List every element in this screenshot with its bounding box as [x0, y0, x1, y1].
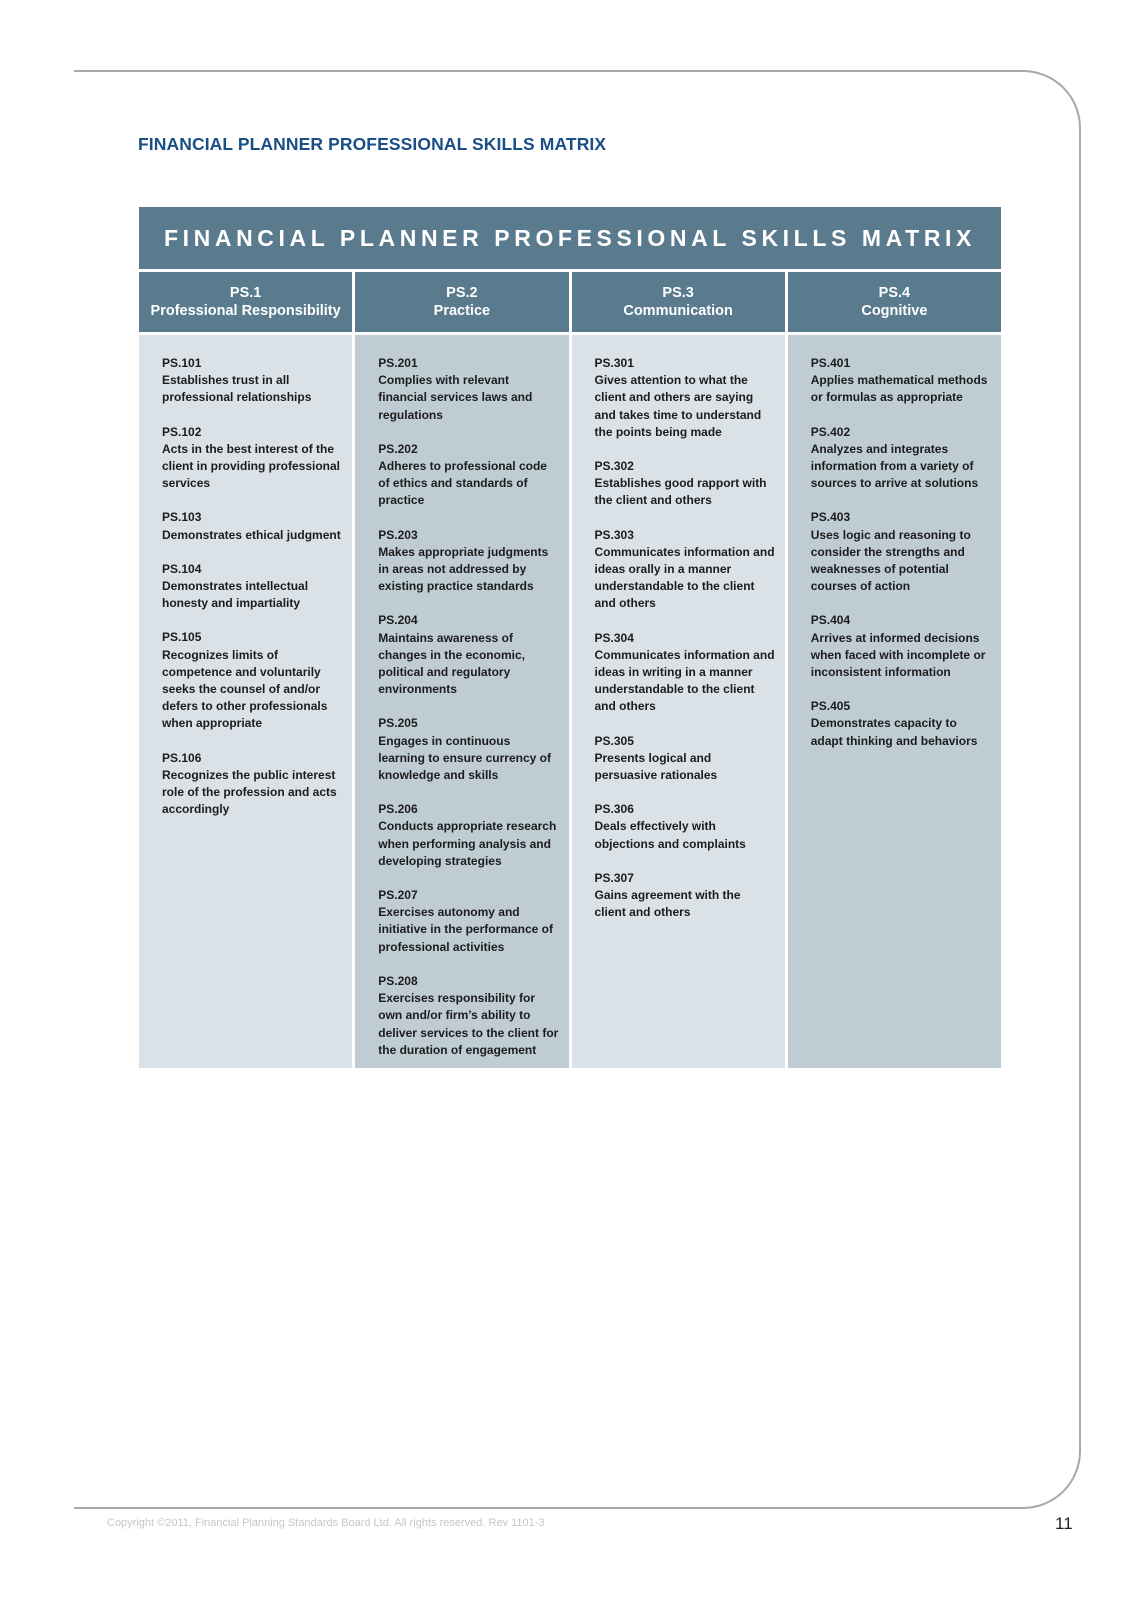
- skill-code: PS.402: [810, 424, 851, 439]
- skill-item: [162, 424, 342, 493]
- skill-item: [595, 355, 775, 441]
- column-header-ps4: [788, 272, 1001, 332]
- page-heading: FINANCIAL PLANNER PROFESSIONAL SKILLS MATRIX: [138, 134, 607, 154]
- skill-description: Recognizes limits of competence and voluntarily seeks the counsel of and/or defers to other professionals when appropriate: [162, 647, 328, 731]
- skill-code: PS.206: [378, 802, 418, 817]
- column-name: Professional Responsibility: [150, 303, 341, 319]
- skill-code: PS.304: [594, 630, 634, 645]
- skill-item: [378, 887, 558, 956]
- skill-code: PS.106: [162, 750, 202, 765]
- column-header-ps2: [355, 272, 568, 332]
- skill-item: [378, 715, 558, 784]
- column-code: PS.4: [878, 285, 911, 301]
- skill-code: PS.301: [594, 356, 634, 370]
- skill-item: [811, 612, 991, 681]
- skill-code: PS.203: [378, 527, 418, 542]
- skill-item: [378, 441, 558, 510]
- skill-code: PS.102: [162, 424, 202, 439]
- skill-description: Acts in the best interest of the client in providing professional services: [162, 441, 341, 491]
- skill-description: Uses logic and reasoning to consider the strengths and weaknesses of potential courses of action: [810, 527, 971, 594]
- skill-item: [811, 424, 991, 493]
- skill-item: [162, 509, 342, 543]
- skill-item: [378, 973, 558, 1059]
- matrix-column-bodies: [139, 335, 1001, 1068]
- column-header-ps3: [572, 272, 785, 332]
- skill-description: Presents logical and persuasive rationales: [594, 750, 718, 783]
- skill-code: PS.204: [378, 613, 418, 628]
- skill-code: PS.205: [378, 716, 418, 731]
- column-name: Practice: [433, 303, 491, 319]
- skill-description: Establishes trust in all professional relationships: [162, 373, 312, 405]
- skill-item: [162, 629, 342, 732]
- skill-item: [378, 527, 558, 596]
- skill-code: PS.404: [810, 613, 851, 628]
- skill-item: [811, 509, 991, 595]
- skill-code: PS.201: [378, 356, 418, 370]
- column-header-ps1: [139, 272, 352, 332]
- skill-code: PS.306: [594, 802, 634, 817]
- skill-description: Engages in continuous learning to ensure currency of knowledge and skills: [378, 733, 551, 783]
- skill-item: [595, 870, 775, 922]
- skill-item: [811, 355, 991, 407]
- skill-item: [378, 801, 558, 870]
- column-body-ps1: [139, 335, 352, 1068]
- skill-item: [595, 630, 775, 716]
- skill-item: [378, 355, 558, 424]
- skill-description: Communicates information and ideas in writing in a manner understandable to the client and others: [594, 647, 775, 714]
- skill-description: Conducts appropriate research when performing analysis and developing strategies: [378, 819, 557, 868]
- skill-description: Deals effectively with objections and complaints: [594, 819, 746, 851]
- skill-item: [595, 801, 775, 853]
- skill-code: PS.207: [378, 888, 418, 903]
- skill-item: [595, 527, 775, 613]
- skill-description: Exercises autonomy and initiative in the performance of professional activities: [378, 905, 553, 954]
- footer-copyright: Copyright ©2011, Financial Planning Standards Board Ltd. All rights reserved. Rev 1101-3: [107, 1517, 545, 1529]
- column-code: PS.2: [446, 285, 478, 301]
- skill-description: Demonstrates intellectual honesty and impartiality: [162, 579, 309, 611]
- skill-item: [162, 355, 342, 407]
- skill-item: [811, 698, 991, 750]
- skill-description: Arrives at informed decisions when faced with incomplete or inconsistent information: [810, 630, 986, 680]
- skill-description: Gives attention to what the client and others are saying and takes time to understand the points being made: [594, 373, 762, 439]
- skill-description: Communicates information and ideas orally in a manner understandable to the client and others: [594, 544, 775, 611]
- column-body-ps4: [788, 335, 1001, 1068]
- skill-code: PS.302: [594, 459, 634, 474]
- skills-matrix: [139, 207, 1001, 1068]
- skill-code: PS.101: [162, 356, 202, 370]
- skill-item: [378, 612, 558, 698]
- column-name: Communication: [623, 303, 733, 319]
- column-body-ps3: [572, 335, 785, 1068]
- skill-code: PS.202: [378, 441, 418, 456]
- column-code: PS.1: [229, 285, 262, 301]
- matrix-column-headers: [139, 272, 1001, 332]
- skill-description: Adheres to professional code of ethics and standards of practice: [378, 459, 547, 508]
- matrix-title: FINANCIAL PLANNER PROFESSIONAL SKILLS MATRIX: [139, 207, 1001, 269]
- skill-description: Exercises responsibility for own and/or firm’s ability to deliver services to the client for the duration of engagement: [378, 991, 559, 1057]
- skill-item: [162, 750, 342, 819]
- skill-description: Maintains awareness of changes in the economic, political and regulatory environments: [378, 630, 525, 697]
- skill-description: Establishes good rapport with the client and others: [594, 476, 767, 508]
- skill-item: [162, 561, 342, 613]
- skill-code: PS.307: [594, 870, 634, 885]
- skill-code: PS.105: [162, 630, 202, 645]
- skill-description: Recognizes the public interest role of the profession and acts accordingly: [162, 767, 337, 817]
- skill-code: PS.401: [810, 356, 851, 370]
- column-name: Cognitive: [861, 303, 928, 319]
- column-body-ps2: [355, 335, 568, 1068]
- skill-code: PS.103: [162, 510, 202, 525]
- skill-code: PS.303: [594, 527, 634, 542]
- skill-description: Demonstrates capacity to adapt thinking and behaviors: [810, 716, 978, 748]
- page-number: 11: [1055, 1514, 1073, 1533]
- column-code: PS.3: [662, 285, 694, 301]
- skill-item: [595, 733, 775, 785]
- skill-description: Applies mathematical methods or formulas as appropriate: [810, 373, 988, 405]
- skill-code: PS.405: [810, 699, 851, 714]
- skill-code: PS.208: [378, 973, 418, 988]
- skill-description: Gains agreement with the client and others: [594, 888, 741, 920]
- skill-item: [595, 458, 775, 510]
- skill-description: Demonstrates ethical judgment: [162, 527, 341, 542]
- skill-description: Makes appropriate judgments in areas not addressed by existing practice standards: [378, 544, 549, 594]
- skill-description: Analyzes and integrates information from a variety of sources to arrive at solutions: [810, 441, 979, 491]
- skill-description: Complies with relevant financial services laws and regulations: [378, 373, 533, 422]
- skill-code: PS.305: [594, 733, 634, 748]
- skill-code: PS.104: [162, 561, 202, 576]
- skill-code: PS.403: [810, 510, 851, 525]
